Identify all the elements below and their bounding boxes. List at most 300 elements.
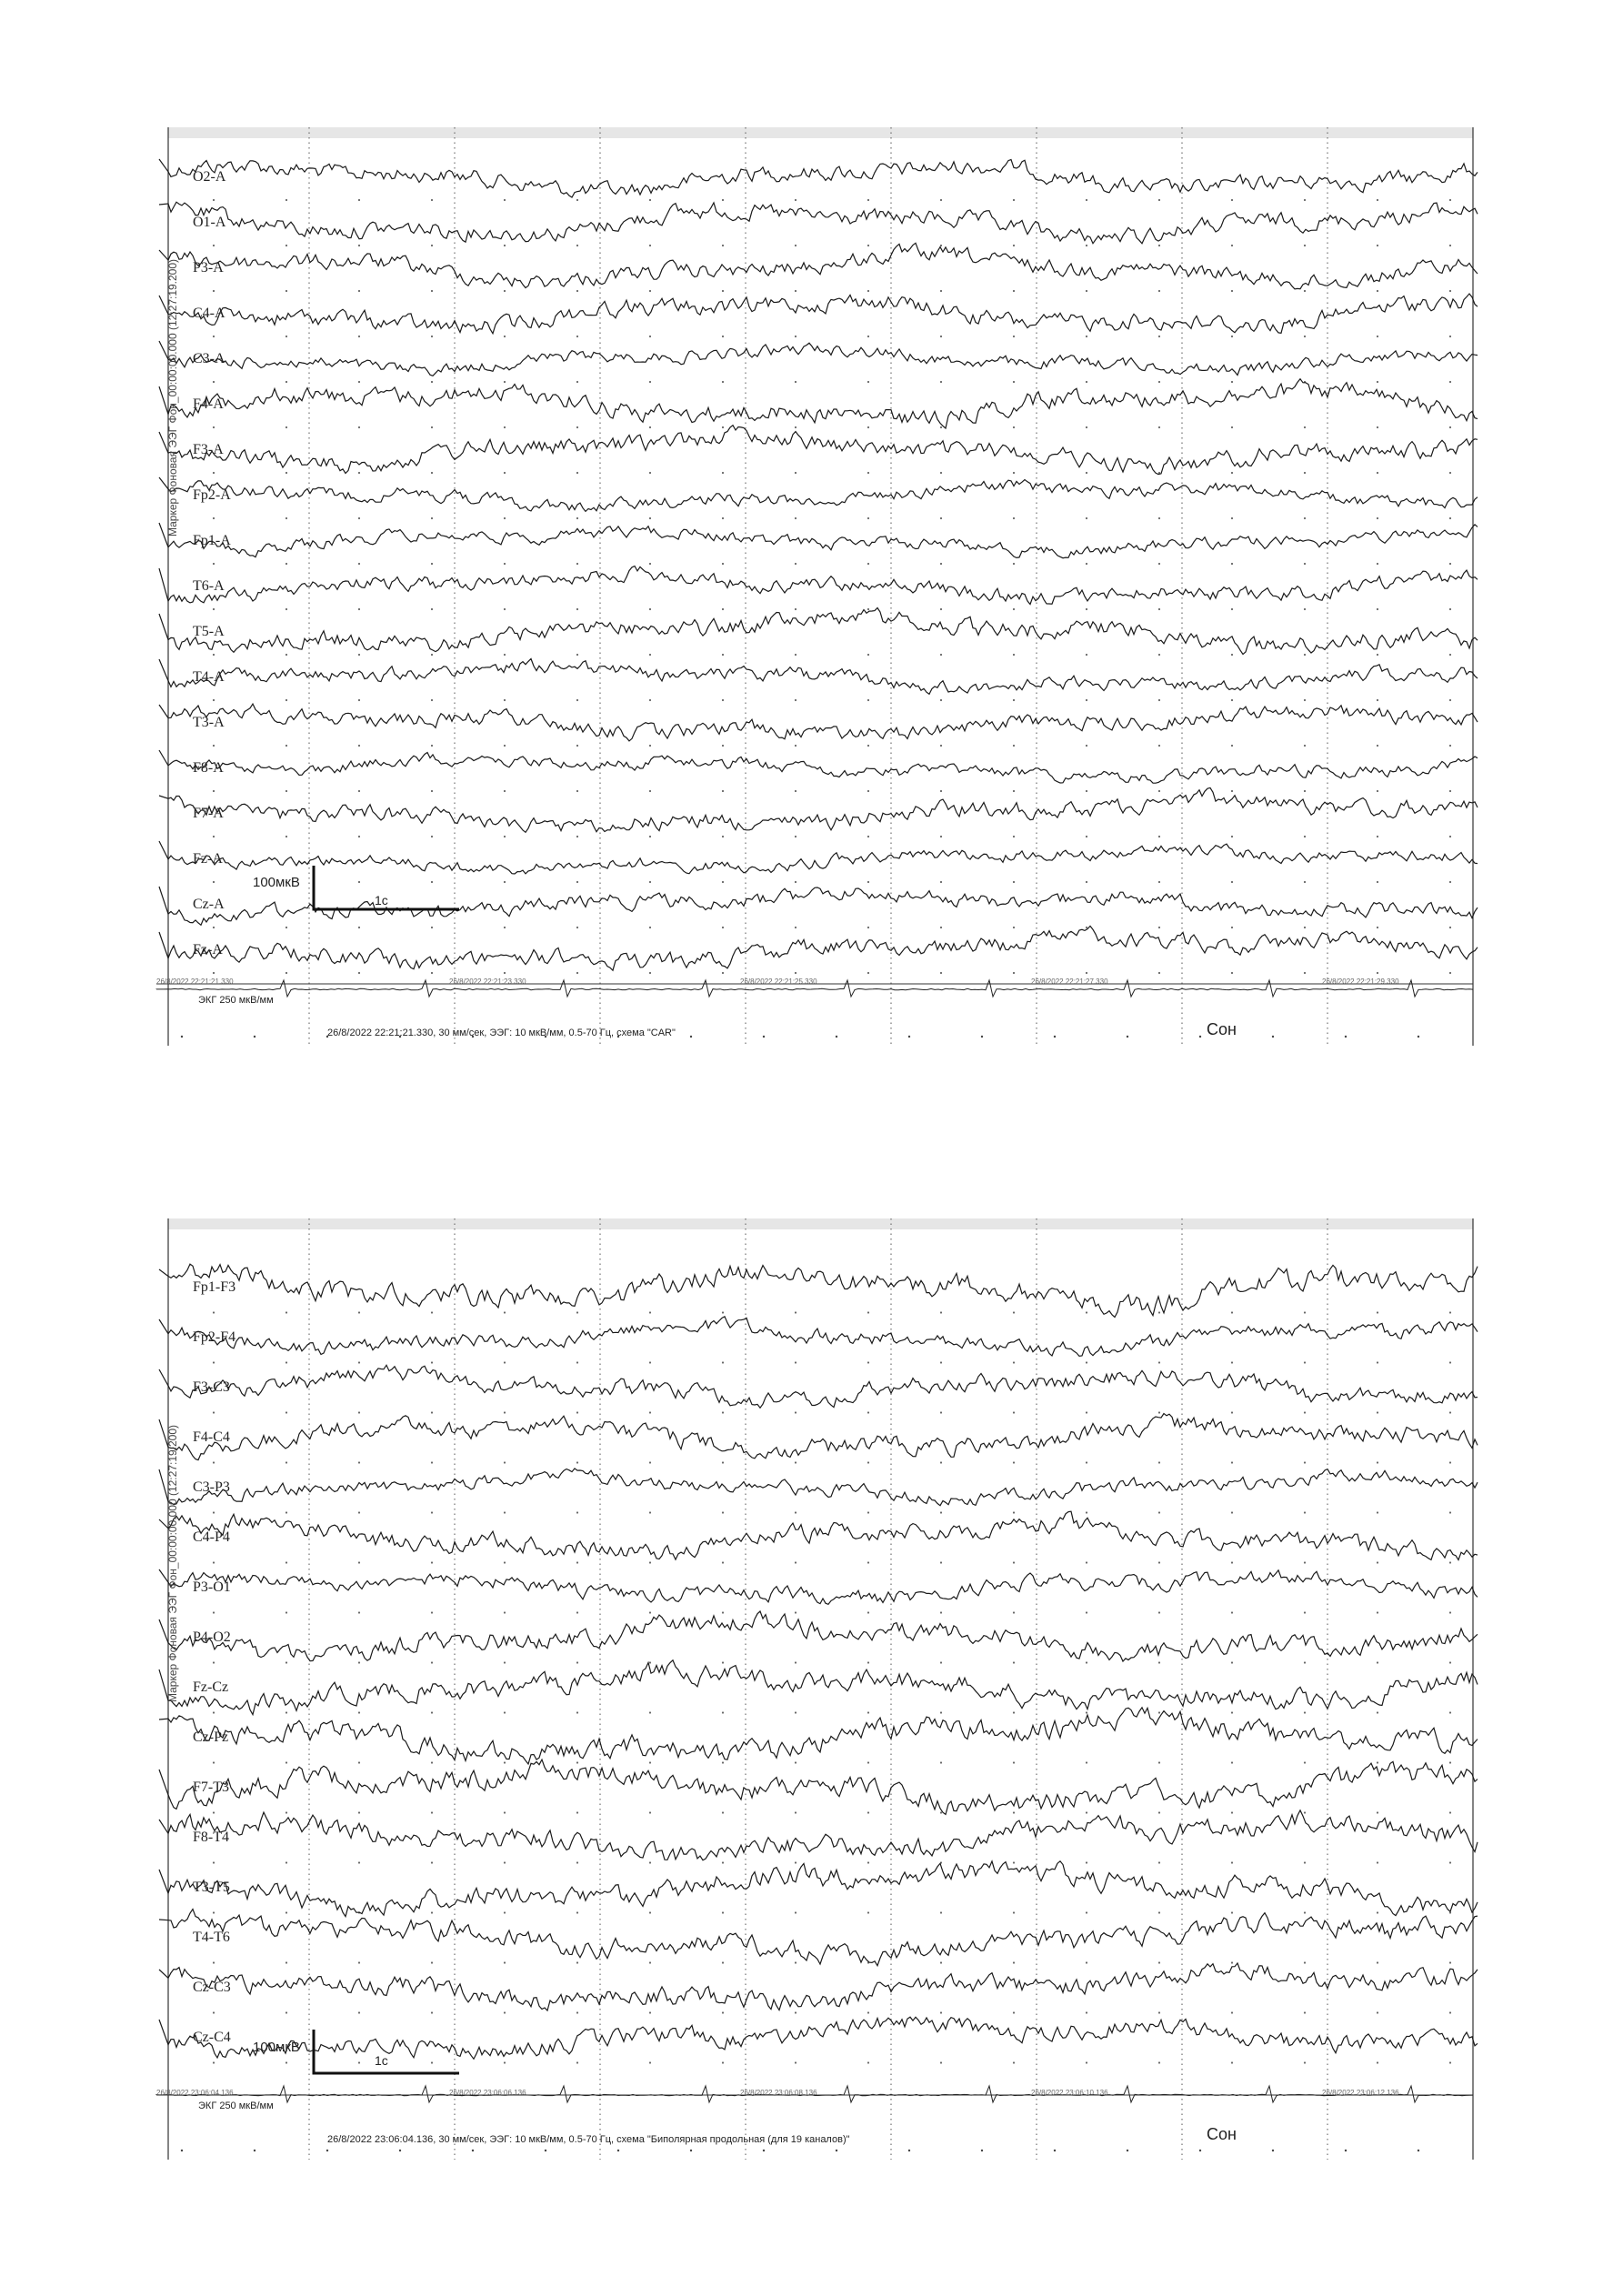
grid-dot bbox=[213, 745, 215, 747]
grid-dot bbox=[1377, 1411, 1378, 1413]
grid-dot bbox=[1231, 1611, 1233, 1613]
grid-dot bbox=[1086, 1561, 1087, 1563]
grid-dot bbox=[504, 199, 506, 201]
grid-dot bbox=[940, 881, 942, 883]
grid-dot bbox=[504, 1361, 506, 1363]
grid-dot bbox=[504, 290, 506, 292]
grid-dot bbox=[1158, 517, 1160, 519]
grid-dot bbox=[358, 2011, 360, 2013]
grid-dot bbox=[286, 1461, 287, 1463]
grid-dot bbox=[431, 1511, 433, 1513]
grid-dot bbox=[431, 790, 433, 792]
grid-dot bbox=[1304, 1961, 1306, 1963]
grid-dot bbox=[795, 1561, 796, 1563]
grid-dot bbox=[649, 1611, 651, 1613]
grid-dot bbox=[836, 2150, 837, 2151]
grid-dot bbox=[867, 2011, 869, 2013]
channel-label: F4-C4 bbox=[193, 1429, 230, 1445]
grid-dot bbox=[649, 426, 651, 428]
grid-dot bbox=[504, 472, 506, 474]
grid-dot bbox=[545, 2150, 546, 2151]
grid-dot bbox=[286, 972, 287, 974]
grid-dot bbox=[1013, 1411, 1015, 1413]
grid-dot bbox=[358, 1811, 360, 1813]
grid-dot bbox=[576, 790, 578, 792]
grid-dot bbox=[1158, 2011, 1160, 2013]
grid-dot bbox=[576, 836, 578, 837]
grid-dot bbox=[1158, 199, 1160, 201]
grid-dot bbox=[504, 1911, 506, 1913]
grid-dot bbox=[795, 881, 796, 883]
grid-dot bbox=[867, 2061, 869, 2063]
grid-dot bbox=[940, 1911, 942, 1913]
grid-dot bbox=[649, 1511, 651, 1513]
grid-dot bbox=[940, 745, 942, 747]
grid-dot bbox=[1418, 1036, 1419, 1038]
grid-dot bbox=[1158, 745, 1160, 747]
grid-dot bbox=[286, 654, 287, 656]
grid-dot bbox=[1304, 1911, 1306, 1913]
grid-dot bbox=[1158, 2061, 1160, 2063]
eeg-trace bbox=[159, 159, 1478, 197]
grid-dot bbox=[940, 1711, 942, 1713]
grid-dot bbox=[1086, 1311, 1087, 1313]
grid-dot bbox=[576, 1411, 578, 1413]
grid-dot bbox=[431, 517, 433, 519]
eeg-trace bbox=[159, 566, 1478, 605]
sleep-state: Сон bbox=[1207, 1020, 1237, 1038]
grid-dot bbox=[867, 563, 869, 565]
grid-dot bbox=[1377, 1811, 1378, 1813]
grid-dot bbox=[1377, 2011, 1378, 2013]
grid-dot bbox=[1086, 1761, 1087, 1763]
grid-dot bbox=[940, 972, 942, 974]
grid-dot bbox=[867, 1461, 869, 1463]
grid-dot bbox=[358, 426, 360, 428]
grid-dot bbox=[722, 245, 724, 246]
ecg-label: ЭКГ 250 мкВ/мм bbox=[198, 995, 274, 1006]
grid-dot bbox=[286, 1961, 287, 1963]
grid-dot bbox=[576, 290, 578, 292]
grid-dot bbox=[1127, 2150, 1128, 2151]
grid-dot bbox=[1377, 199, 1378, 201]
grid-dot bbox=[908, 1036, 910, 1038]
grid-dot bbox=[722, 336, 724, 337]
grid-dot bbox=[358, 1711, 360, 1713]
grid-dot bbox=[1231, 1411, 1233, 1413]
grid-dot bbox=[286, 336, 287, 337]
grid-dot bbox=[181, 1036, 183, 1038]
eeg-trace bbox=[159, 243, 1478, 289]
grid-dot bbox=[1231, 972, 1233, 974]
grid-dot bbox=[1231, 608, 1233, 610]
grid-dot bbox=[867, 745, 869, 747]
grid-dot bbox=[431, 336, 433, 337]
grid-dot bbox=[763, 2150, 765, 2151]
grid-dot bbox=[1231, 290, 1233, 292]
grid-dot bbox=[504, 1861, 506, 1863]
grid-dot bbox=[722, 2011, 724, 2013]
grid-dot bbox=[1158, 790, 1160, 792]
grid-dot bbox=[358, 1361, 360, 1363]
channel-label: Fp1-A bbox=[193, 533, 231, 548]
grid-dot bbox=[981, 2150, 983, 2151]
grid-dot bbox=[576, 1911, 578, 1913]
grid-dot bbox=[576, 654, 578, 656]
grid-dot bbox=[867, 699, 869, 701]
grid-dot bbox=[1013, 1311, 1015, 1313]
grid-dot bbox=[576, 881, 578, 883]
grid-dot bbox=[1013, 836, 1015, 837]
grid-dot bbox=[431, 1561, 433, 1563]
grid-dot bbox=[358, 290, 360, 292]
grid-dot bbox=[1377, 654, 1378, 656]
grid-dot bbox=[940, 1761, 942, 1763]
channel-label: F3-C3 bbox=[193, 1379, 230, 1395]
grid-dot bbox=[358, 972, 360, 974]
grid-dot bbox=[286, 745, 287, 747]
grid-dot bbox=[1158, 1711, 1160, 1713]
grid-dot bbox=[1377, 563, 1378, 565]
grid-dot bbox=[1449, 1711, 1451, 1713]
grid-dot bbox=[358, 2061, 360, 2063]
grid-dot bbox=[1158, 1961, 1160, 1963]
grid-dot bbox=[358, 563, 360, 565]
grid-dot bbox=[867, 1911, 869, 1913]
eeg-trace bbox=[159, 2017, 1478, 2059]
grid-dot bbox=[213, 699, 215, 701]
grid-dot bbox=[1449, 245, 1451, 246]
grid-dot bbox=[649, 654, 651, 656]
grid-dot bbox=[649, 790, 651, 792]
channel-label: F8-T4 bbox=[193, 1830, 229, 1845]
grid-dot bbox=[1449, 2011, 1451, 2013]
grid-dot bbox=[213, 1711, 215, 1713]
grid-dot bbox=[358, 881, 360, 883]
grid-dot bbox=[286, 836, 287, 837]
grid-dot bbox=[722, 654, 724, 656]
grid-dot bbox=[795, 472, 796, 474]
grid-dot bbox=[722, 836, 724, 837]
grid-dot bbox=[722, 426, 724, 428]
grid-dot bbox=[431, 1411, 433, 1413]
grid-dot bbox=[213, 1911, 215, 1913]
grid-dot bbox=[867, 790, 869, 792]
grid-dot bbox=[576, 2061, 578, 2063]
channel-label: P3-O1 bbox=[193, 1579, 231, 1595]
grid-dot bbox=[504, 1511, 506, 1513]
grid-dot bbox=[1158, 1311, 1160, 1313]
grid-dot bbox=[1304, 2061, 1306, 2063]
grid-dot bbox=[795, 745, 796, 747]
grid-dot bbox=[213, 1511, 215, 1513]
grid-dot bbox=[940, 1611, 942, 1613]
grid-dot bbox=[286, 1861, 287, 1863]
grid-dot bbox=[1158, 1661, 1160, 1663]
grid-dot bbox=[1086, 472, 1087, 474]
grid-dot bbox=[940, 790, 942, 792]
grid-dot bbox=[649, 745, 651, 747]
grid-dot bbox=[1086, 1711, 1087, 1713]
eeg-trace bbox=[159, 1569, 1478, 1604]
grid-dot bbox=[576, 245, 578, 246]
grid-dot bbox=[213, 1361, 215, 1363]
grid-dot bbox=[431, 1661, 433, 1663]
grid-dot bbox=[1377, 1311, 1378, 1313]
grid-dot bbox=[1449, 1961, 1451, 1963]
grid-dot bbox=[1345, 1036, 1347, 1038]
grid-dot bbox=[1199, 1036, 1201, 1038]
grid-dot bbox=[722, 2061, 724, 2063]
grid-dot bbox=[867, 881, 869, 883]
grid-dot bbox=[1013, 699, 1015, 701]
grid-dot bbox=[431, 1461, 433, 1463]
grid-dot bbox=[1449, 381, 1451, 383]
grid-dot bbox=[431, 245, 433, 246]
grid-dot bbox=[649, 1661, 651, 1663]
grid-dot bbox=[867, 517, 869, 519]
grid-dot bbox=[431, 927, 433, 928]
grid-dot bbox=[940, 654, 942, 656]
grid-dot bbox=[1377, 836, 1378, 837]
grid-dot bbox=[1304, 972, 1306, 974]
grid-dot bbox=[1449, 1611, 1451, 1613]
grid-dot bbox=[649, 1811, 651, 1813]
eeg-trace bbox=[159, 426, 1478, 475]
grid-dot bbox=[358, 1611, 360, 1613]
grid-dot bbox=[940, 1811, 942, 1813]
grid-dot bbox=[576, 1461, 578, 1463]
grid-dot bbox=[795, 1661, 796, 1663]
eeg-panel-top bbox=[0, 0, 1623, 1091]
eeg-trace bbox=[159, 1511, 1478, 1559]
grid-dot bbox=[1086, 699, 1087, 701]
grid-dot bbox=[1449, 1411, 1451, 1413]
grid-dot bbox=[1231, 245, 1233, 246]
timestamp: 26/8/2022 23:06:08.136 bbox=[740, 2089, 817, 2097]
grid-dot bbox=[286, 1661, 287, 1663]
grid-dot bbox=[908, 2150, 910, 2151]
grid-dot bbox=[504, 745, 506, 747]
grid-dot bbox=[1304, 336, 1306, 337]
grid-dot bbox=[690, 1036, 692, 1038]
grid-dot bbox=[795, 972, 796, 974]
grid-dot bbox=[1013, 1361, 1015, 1363]
grid-dot bbox=[286, 290, 287, 292]
grid-dot bbox=[1449, 654, 1451, 656]
grid-dot bbox=[576, 1611, 578, 1613]
channel-label: T6-A bbox=[193, 578, 225, 594]
grid-dot bbox=[795, 1911, 796, 1913]
grid-dot bbox=[1013, 745, 1015, 747]
calibration-time: 1с bbox=[375, 2053, 388, 2068]
eeg-trace bbox=[159, 841, 1478, 874]
header-band bbox=[168, 1218, 1473, 1229]
grid-dot bbox=[1377, 381, 1378, 383]
grid-dot bbox=[1013, 1761, 1015, 1763]
channel-label: Fp2-F4 bbox=[193, 1329, 236, 1345]
grid-dot bbox=[1304, 245, 1306, 246]
grid-dot bbox=[504, 2011, 506, 2013]
grid-dot bbox=[795, 1611, 796, 1613]
timestamp: 26/8/2022 23:06:04.136 bbox=[156, 2089, 234, 2097]
grid-dot bbox=[722, 290, 724, 292]
eeg-traces-bottom bbox=[0, 1182, 1623, 2182]
channel-label: Cz-C3 bbox=[193, 1980, 231, 1995]
eeg-trace bbox=[159, 704, 1478, 741]
grid-dot bbox=[1054, 1036, 1056, 1038]
grid-dot bbox=[1158, 1511, 1160, 1513]
grid-dot bbox=[1304, 472, 1306, 474]
grid-dot bbox=[1304, 654, 1306, 656]
eeg-trace bbox=[159, 1861, 1478, 1917]
grid-dot bbox=[940, 472, 942, 474]
grid-dot bbox=[1158, 1611, 1160, 1613]
grid-dot bbox=[1158, 927, 1160, 928]
grid-dot bbox=[1231, 199, 1233, 201]
grid-dot bbox=[504, 2061, 506, 2063]
grid-dot bbox=[576, 563, 578, 565]
eeg-traces-top bbox=[0, 0, 1623, 1091]
grid-dot bbox=[576, 336, 578, 337]
eeg-trace bbox=[159, 1317, 1478, 1357]
grid-dot bbox=[1377, 245, 1378, 246]
grid-dot bbox=[358, 517, 360, 519]
grid-dot bbox=[1013, 563, 1015, 565]
grid-dot bbox=[722, 517, 724, 519]
grid-dot bbox=[1304, 1411, 1306, 1413]
sleep-state: Сон bbox=[1207, 2125, 1237, 2143]
grid-dot bbox=[1013, 1911, 1015, 1913]
channel-label: Fp2-A bbox=[193, 487, 231, 503]
channel-label: F7-A bbox=[193, 806, 224, 821]
grid-dot bbox=[1231, 1311, 1233, 1313]
grid-dot bbox=[795, 1361, 796, 1363]
grid-dot bbox=[286, 199, 287, 201]
grid-dot bbox=[576, 699, 578, 701]
grid-dot bbox=[1158, 1861, 1160, 1863]
grid-dot bbox=[649, 881, 651, 883]
grid-dot bbox=[504, 1711, 506, 1713]
grid-dot bbox=[1304, 290, 1306, 292]
grid-dot bbox=[1304, 1811, 1306, 1813]
grid-dot bbox=[254, 2150, 255, 2151]
grid-dot bbox=[358, 927, 360, 928]
grid-dot bbox=[940, 1361, 942, 1363]
grid-dot bbox=[1158, 972, 1160, 974]
grid-dot bbox=[1304, 1661, 1306, 1663]
grid-dot bbox=[358, 1661, 360, 1663]
grid-dot bbox=[981, 1036, 983, 1038]
grid-dot bbox=[649, 1411, 651, 1413]
grid-dot bbox=[795, 790, 796, 792]
grid-dot bbox=[940, 1961, 942, 1963]
grid-dot bbox=[1449, 472, 1451, 474]
recording-info: 26/8/2022 23:06:04.136, 30 мм/сек, ЭЭГ: 10 мкВ/мм, 0.5-70 Гц, схема "Биполярная продольная (для 19 каналов)" bbox=[327, 2134, 850, 2145]
channel-label: Fz-Cz bbox=[193, 1679, 229, 1695]
grid-dot bbox=[722, 472, 724, 474]
grid-dot bbox=[431, 199, 433, 201]
calibration-time: 1с bbox=[375, 893, 388, 907]
grid-dot bbox=[940, 381, 942, 383]
grid-dot bbox=[213, 972, 215, 974]
grid-dot bbox=[213, 790, 215, 792]
eeg-panel-bottom bbox=[0, 1182, 1623, 2182]
grid-dot bbox=[213, 1561, 215, 1563]
grid-dot bbox=[213, 472, 215, 474]
grid-dot bbox=[286, 1311, 287, 1313]
grid-dot bbox=[1231, 1961, 1233, 1963]
grid-dot bbox=[213, 1311, 215, 1313]
grid-dot bbox=[1013, 199, 1015, 201]
grid-dot bbox=[722, 608, 724, 610]
grid-dot bbox=[504, 972, 506, 974]
grid-dot bbox=[1158, 563, 1160, 565]
grid-dot bbox=[722, 1561, 724, 1563]
grid-dot bbox=[431, 1961, 433, 1963]
eeg-trace bbox=[159, 1264, 1478, 1317]
grid-dot bbox=[1377, 336, 1378, 337]
grid-dot bbox=[1086, 2061, 1087, 2063]
grid-dot bbox=[358, 199, 360, 201]
channel-label: Fz-A bbox=[193, 942, 223, 958]
grid-dot bbox=[431, 1361, 433, 1363]
grid-dot bbox=[1304, 1611, 1306, 1613]
grid-dot bbox=[1086, 1661, 1087, 1663]
grid-dot bbox=[795, 563, 796, 565]
grid-dot bbox=[722, 1361, 724, 1363]
timestamp: 26/8/2022 23:06:06.136 bbox=[449, 2089, 526, 2097]
grid-dot bbox=[795, 927, 796, 928]
grid-dot bbox=[1013, 290, 1015, 292]
grid-dot bbox=[1304, 563, 1306, 565]
grid-dot bbox=[795, 654, 796, 656]
grid-dot bbox=[1086, 2011, 1087, 2013]
eeg-trace bbox=[159, 926, 1478, 970]
channel-label: Cz-Pz bbox=[193, 1730, 229, 1745]
grid-dot bbox=[1304, 1711, 1306, 1713]
grid-dot bbox=[1158, 381, 1160, 383]
grid-dot bbox=[1304, 1511, 1306, 1513]
grid-dot bbox=[1304, 1461, 1306, 1463]
eeg-trace bbox=[159, 1469, 1478, 1506]
grid-dot bbox=[1377, 426, 1378, 428]
grid-dot bbox=[649, 336, 651, 337]
grid-dot bbox=[1086, 745, 1087, 747]
grid-dot bbox=[1377, 745, 1378, 747]
grid-dot bbox=[213, 1661, 215, 1663]
grid-dot bbox=[1449, 517, 1451, 519]
grid-dot bbox=[1231, 2011, 1233, 2013]
grid-dot bbox=[1013, 1461, 1015, 1463]
grid-dot bbox=[504, 1561, 506, 1563]
grid-dot bbox=[940, 245, 942, 246]
grid-dot bbox=[504, 699, 506, 701]
grid-dot bbox=[431, 1611, 433, 1613]
grid-dot bbox=[649, 699, 651, 701]
grid-dot bbox=[213, 927, 215, 928]
grid-dot bbox=[1449, 836, 1451, 837]
grid-dot bbox=[722, 1461, 724, 1463]
grid-dot bbox=[358, 1961, 360, 1963]
header-band bbox=[168, 127, 1473, 138]
grid-dot bbox=[431, 1311, 433, 1313]
grid-dot bbox=[1086, 927, 1087, 928]
grid-dot bbox=[795, 1411, 796, 1413]
timestamp: 26/8/2022 23:06:12.136 bbox=[1322, 2089, 1399, 2097]
grid-dot bbox=[1304, 2011, 1306, 2013]
grid-dot bbox=[504, 426, 506, 428]
